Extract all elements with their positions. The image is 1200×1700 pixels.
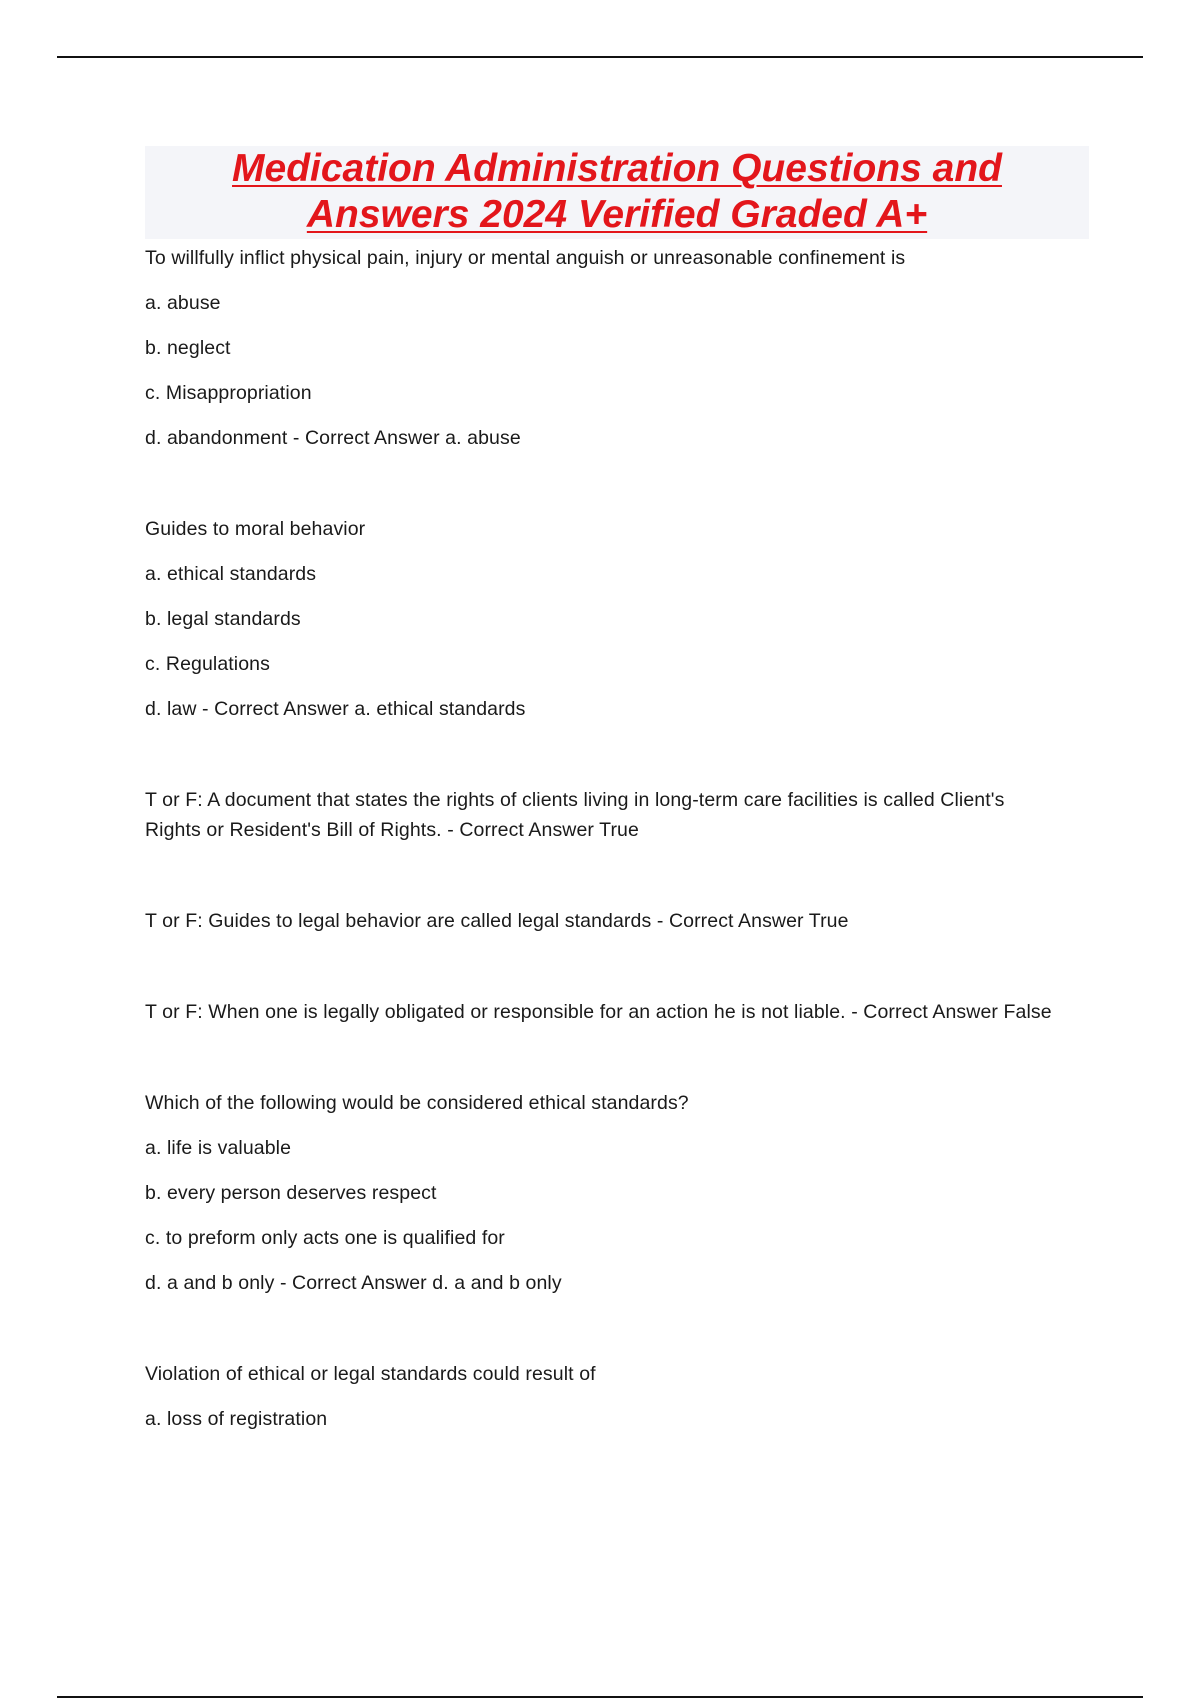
answer-option: d. a and b only - Correct Answer d. a and b only (145, 1272, 562, 1294)
answer-option: c. Regulations (145, 653, 270, 675)
title-line-1: Medication Administration Questions and (232, 147, 1002, 190)
question-block (145, 906, 1089, 936)
answer-option: a. ethical standards (145, 563, 317, 585)
question-text-line-1: T or F: A document that states the rights of clients living in long-term care facilities is called Client's (145, 789, 1005, 811)
answer-option: b. every person deserves respect (145, 1182, 437, 1204)
document-title (155, 146, 1079, 238)
question-text-line-2: Rights or Resident's Bill of Rights. - Correct Answer True (145, 819, 639, 841)
question-text: Which of the following would be considered ethical standards? (145, 1092, 689, 1114)
answer-option: c. to preform only acts one is qualified for (145, 1227, 505, 1249)
top-divider (57, 56, 1143, 58)
answer-option: c. Misappropriation (145, 382, 312, 404)
question-block (145, 1359, 1089, 1434)
answer-option: a. life is valuable (145, 1137, 292, 1159)
answer-option: b. neglect (145, 337, 231, 359)
question-block (145, 1088, 1089, 1298)
title-line-2: Answers 2024 Verified Graded A+ (306, 193, 928, 236)
question-text (145, 785, 1089, 845)
title-banner (145, 146, 1089, 239)
question-block (145, 514, 1089, 724)
question-text: Guides to moral behavior (145, 518, 366, 540)
question-text: T or F: When one is legally obligated or responsible for an action he is not liable. - Correct Answer False (145, 1001, 1052, 1023)
question-block (145, 785, 1089, 845)
answer-option: d. law - Correct Answer a. ethical standards (145, 698, 526, 720)
question-text: Violation of ethical or legal standards could result of (145, 1363, 596, 1385)
question-text: T or F: Guides to legal behavior are called legal standards - Correct Answer True (145, 910, 849, 932)
answer-option: b. legal standards (145, 608, 301, 630)
question-block (145, 997, 1089, 1027)
answer-option: a. loss of registration (145, 1408, 328, 1430)
document-body (145, 146, 1089, 1434)
question-text: To willfully inflict physical pain, injury or mental anguish or unreasonable confinement is (145, 247, 906, 269)
answer-option: a. abuse (145, 292, 221, 314)
question-block (145, 243, 1089, 453)
bottom-divider (57, 1696, 1143, 1698)
answer-option: d. abandonment - Correct Answer a. abuse (145, 427, 521, 449)
